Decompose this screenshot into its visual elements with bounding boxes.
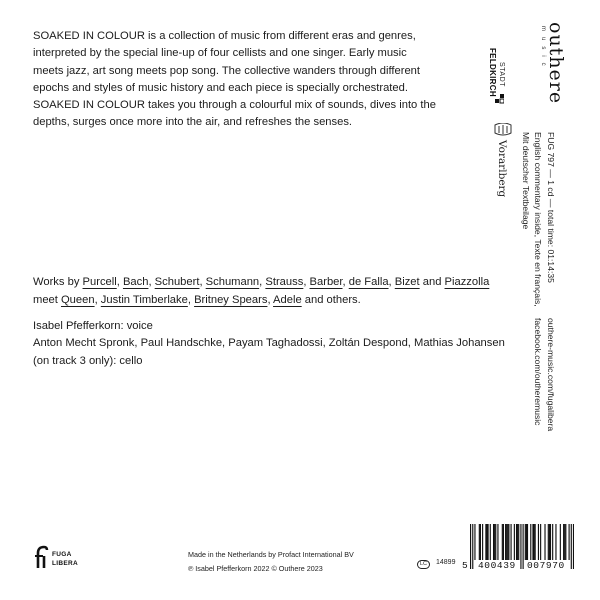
copyright-credit: ℗ Isabel Pfefferkorn 2022 © Outhere 2023 bbox=[188, 564, 323, 573]
description-line: epochs and styles of music history and each piece is specially orchestrated. bbox=[33, 81, 408, 94]
production-credits bbox=[188, 548, 354, 576]
barcode-bar bbox=[550, 524, 551, 560]
stadt-word: STADT bbox=[498, 62, 505, 87]
separator: , bbox=[388, 276, 395, 288]
catalog-line: Mit deutscher Textbeilage bbox=[521, 132, 531, 230]
separator: , bbox=[267, 293, 274, 306]
artist-name: Queen bbox=[60, 293, 95, 306]
barcode-bar bbox=[505, 524, 506, 560]
feldkirch-mark-icon bbox=[494, 94, 504, 106]
barcode-bar bbox=[516, 524, 517, 560]
description-line: interpreted by the special line-up of four cellists and one singer. Early music bbox=[33, 47, 407, 60]
barcode-bar bbox=[526, 524, 527, 560]
barcode-bar bbox=[535, 524, 536, 560]
cellists-note: (on track 3 only): cello bbox=[33, 354, 143, 367]
barcode-bar bbox=[497, 524, 498, 560]
barcode-bar bbox=[573, 524, 574, 569]
barcode-first-digit: 5 bbox=[462, 560, 468, 571]
barcode-bar bbox=[485, 524, 486, 560]
album-description bbox=[33, 28, 436, 132]
barcode-bar bbox=[508, 524, 509, 560]
barcode-bar bbox=[490, 524, 491, 560]
barcode-bar bbox=[493, 524, 494, 560]
facebook-url: facebook.com/outheremusic bbox=[533, 318, 544, 426]
barcode-bar bbox=[518, 524, 519, 560]
barcode-bar bbox=[530, 524, 531, 560]
made-in-credit: Made in the Netherlands by Profact International BV bbox=[188, 550, 354, 559]
composer-name: Strauss bbox=[265, 276, 304, 288]
barcode-bar bbox=[502, 524, 503, 560]
separator: , bbox=[259, 276, 266, 288]
barcode-bar bbox=[480, 524, 481, 560]
artist-name: Justin Timberlake bbox=[100, 293, 188, 306]
barcode-bar bbox=[555, 524, 556, 560]
barcode-bar bbox=[571, 524, 572, 569]
barcode-bar bbox=[565, 524, 566, 560]
web-links bbox=[532, 318, 557, 431]
artist-name: Britney Spears bbox=[194, 293, 268, 306]
fuga-word: FUGA bbox=[52, 551, 72, 558]
works-prefix: Works by bbox=[33, 276, 83, 288]
vorarlberg-crest-icon bbox=[493, 123, 513, 137]
barcode-bar bbox=[482, 524, 483, 560]
barcode-bar bbox=[507, 524, 508, 560]
barcode-bar bbox=[525, 524, 526, 560]
barcode-bar bbox=[520, 524, 521, 569]
composer-name: Bach bbox=[122, 276, 149, 288]
barcode-bar bbox=[470, 524, 471, 569]
barcode-bar bbox=[533, 524, 534, 560]
barcode-bar bbox=[544, 524, 545, 560]
voice-credit: Isabel Pfefferkorn: voice bbox=[33, 320, 153, 332]
barcode-bar bbox=[527, 524, 528, 560]
vorarlberg-name: Vorarlberg bbox=[496, 140, 508, 198]
composer-name: Schumann bbox=[205, 276, 260, 288]
separator: , bbox=[148, 276, 155, 288]
website-url: outhere-music.com/fugalibera bbox=[546, 318, 556, 432]
fuga-libera-logo-icon bbox=[34, 545, 50, 569]
barcode-bar bbox=[517, 524, 518, 560]
description-line: SOAKED IN COLOUR takes you through a colourful mix of sounds, dives into the bbox=[33, 99, 436, 112]
and-word: and bbox=[419, 276, 445, 288]
composer-name: de Falla bbox=[348, 276, 389, 288]
composer-name: Bizet bbox=[394, 276, 420, 288]
outhere-name: outhere bbox=[545, 22, 567, 105]
barcode-bar bbox=[548, 524, 549, 560]
description-line: SOAKED IN COLOUR is a collection of music from different eras and genres, bbox=[33, 30, 416, 42]
barcode-bar bbox=[540, 524, 541, 560]
outhere-sub: music bbox=[540, 26, 546, 72]
separator: , bbox=[116, 276, 123, 288]
barcode-bar bbox=[511, 524, 512, 560]
barcode-bar bbox=[479, 524, 480, 560]
barcode-bar bbox=[563, 524, 564, 560]
outhere-logo bbox=[540, 22, 567, 105]
separator: , bbox=[94, 293, 101, 306]
feldkirch-word: FELDKIRCH bbox=[488, 48, 497, 97]
catalog-line: English commentary inside, Texte en français, bbox=[533, 132, 544, 307]
barcode-bar bbox=[523, 524, 524, 569]
composer-name: Purcell bbox=[82, 276, 117, 288]
barcode-bar bbox=[474, 524, 475, 560]
cellists-credit: Anton Mecht Spronk, Paul Handschke, Payam Taghadossi, Zoltán Despond, Mathias Johansen bbox=[33, 337, 505, 350]
composer-name: Barber bbox=[309, 276, 343, 288]
works-by bbox=[33, 274, 503, 310]
barcode-bar bbox=[514, 524, 515, 560]
stadt-feldkirch-logo bbox=[488, 48, 505, 97]
barcode-right-digits: 007970 bbox=[527, 560, 565, 571]
meet-word: meet bbox=[33, 293, 61, 306]
barcode-bar bbox=[549, 524, 550, 560]
barcode-bar bbox=[532, 524, 533, 560]
label-code-badge: LC bbox=[417, 560, 430, 569]
works-suffix: and others. bbox=[301, 293, 361, 306]
barcode-bar bbox=[560, 524, 561, 560]
barcode-bar bbox=[472, 524, 473, 569]
separator: , bbox=[342, 276, 349, 288]
separator: , bbox=[187, 293, 195, 306]
catalog-info bbox=[520, 132, 558, 307]
fuga-libera-label bbox=[52, 551, 78, 568]
barcode-left-digits: 400439 bbox=[478, 560, 516, 571]
vorarlberg-logo bbox=[494, 140, 512, 197]
barcode-bar bbox=[488, 524, 489, 560]
barcode-bar bbox=[552, 524, 553, 560]
barcode-bar bbox=[538, 524, 539, 560]
catalog-line: FUG 797 — 1 cd — total time: 01:14:35 bbox=[546, 132, 556, 283]
separator: , bbox=[199, 276, 206, 288]
barcode-bar bbox=[486, 524, 487, 560]
barcode-bar bbox=[506, 524, 507, 560]
barcode-bar bbox=[569, 524, 570, 560]
separator: , bbox=[303, 276, 310, 288]
barcode-bar bbox=[564, 524, 565, 560]
performer-lineup bbox=[33, 318, 503, 370]
artist-name: Adele bbox=[273, 293, 302, 306]
composer-name: Schubert bbox=[154, 276, 200, 288]
description-line: meets jazz, art song meets pop song. The collective wanders through different bbox=[33, 64, 421, 77]
barcode-bar bbox=[503, 524, 504, 560]
label-code-number: 14899 bbox=[436, 559, 456, 566]
description-line: depths, surges once more into the air, and refreshes the senses. bbox=[33, 116, 353, 129]
composer-name: Piazzolla bbox=[444, 276, 490, 288]
libera-word: LIBERA bbox=[52, 559, 78, 567]
barcode-bar bbox=[495, 524, 496, 560]
barcode-bar bbox=[494, 524, 495, 560]
